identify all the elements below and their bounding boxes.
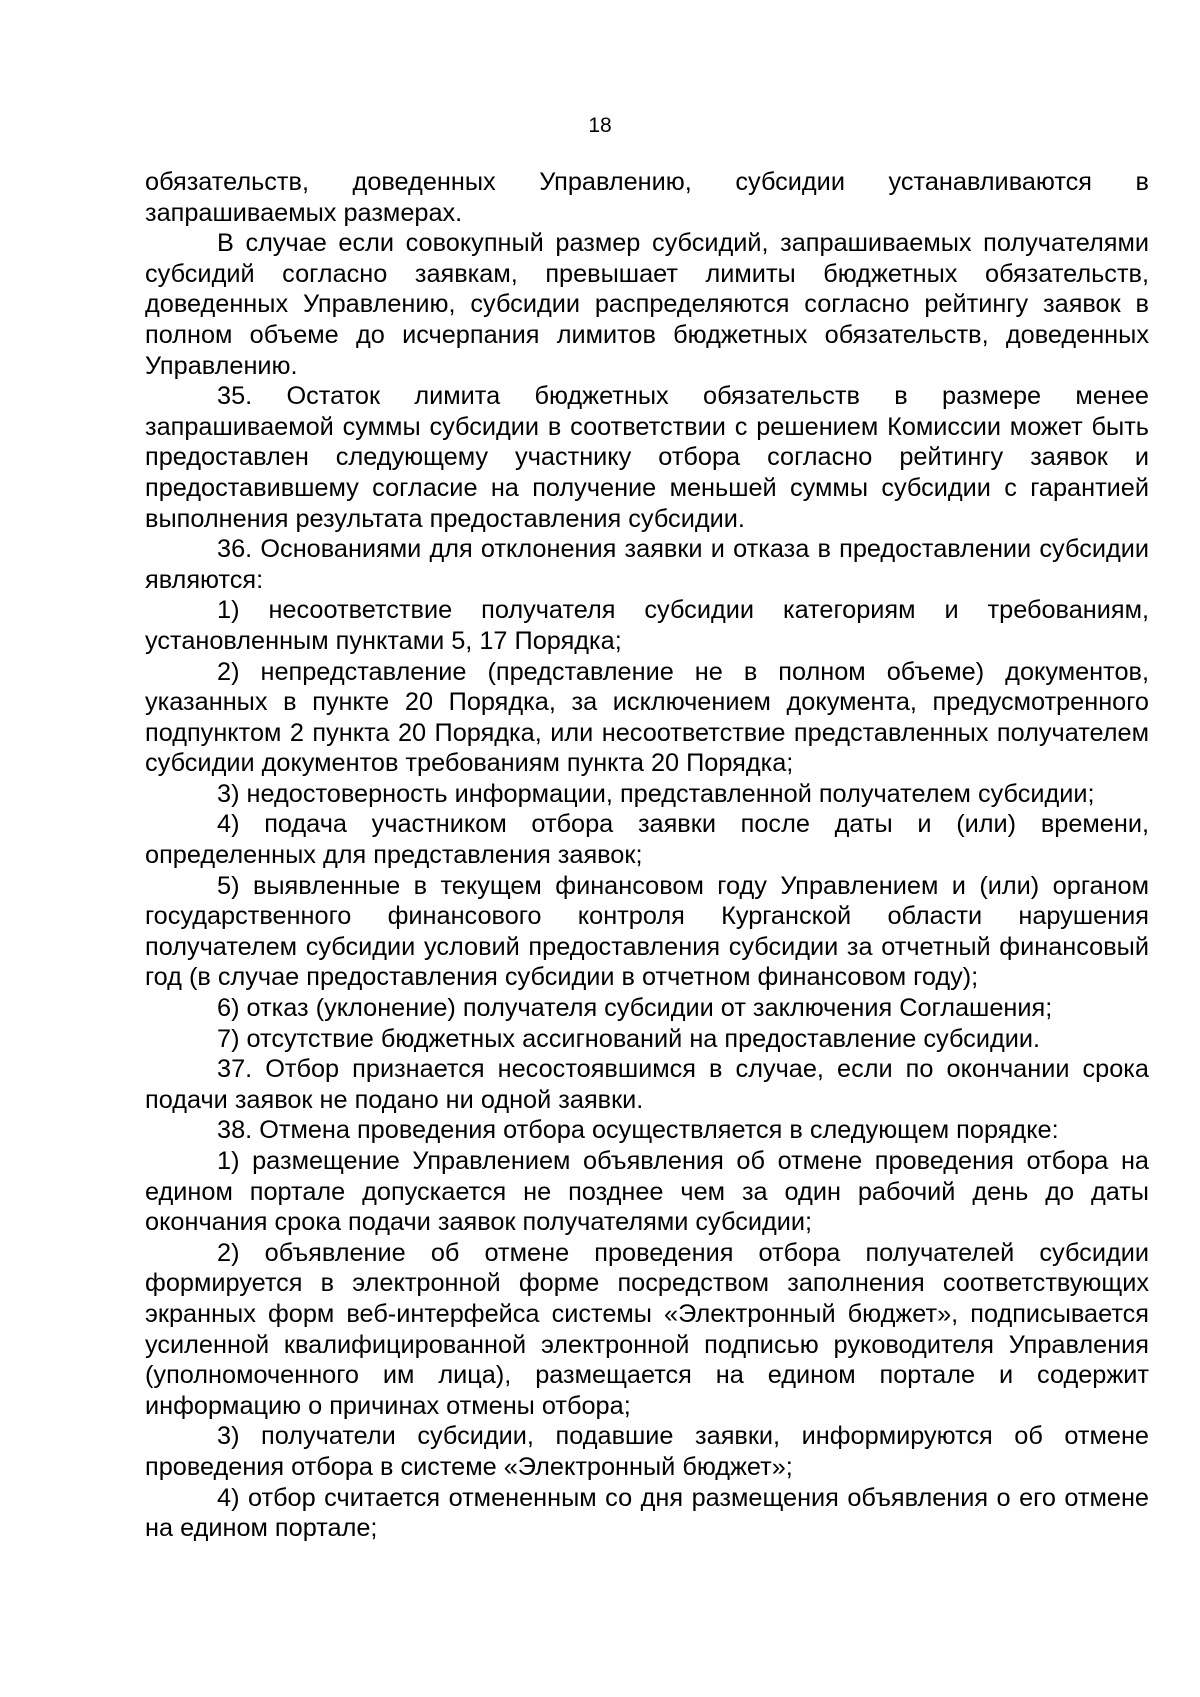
paragraph-item-36-sub-6: 6) отказ (уклонение) получателя субсидии от заключения Соглашения;: [217, 994, 1053, 1023]
page-number: 18: [588, 114, 612, 137]
paragraph-item-36-sub-5: 5) выявленные в текущем финансовом году Управлением и (или) органом государственного финансового контроля Курганской области нарушения получателем субсидии условий предоставления субсидии за отчетный финансовый год (в случае предоставления субсидии в отчетном финансовом году);: [145, 871, 1149, 992]
paragraph-item-36-sub-2: 2) непредставление (представление не в полном объеме) документов, указанных в пункте 20 Порядка, за исключением документа, предусмотренного подпунктом 2 пункта 20 Порядка, или несоответствие представленных получателем субсидии документов требованиям пункта 20 Порядка;: [145, 657, 1149, 778]
paragraph-item-38-sub-2: 2) объявление об отмене проведения отбора получателей субсидии формируется в электронной форме посредством заполнения соответствующих экранных форм веб-интерфейса системы «Электронный бюджет», подписывается усиленной квалифицированной электронной подписью руководителя Управления (уполномоченного им лица), размещается на едином портале и содержит информацию о причинах отмены отбора;: [145, 1238, 1149, 1420]
paragraph-item-36-sub-7: 7) отсутствие бюджетных ассигнований на предоставление субсидии.: [217, 1024, 1041, 1053]
paragraph-item-37: 37. Отбор признается несостоявшимся в случае, если по окончании срока подачи заявок не подано ни одной заявки.: [145, 1055, 1149, 1114]
paragraph-item-36-sub-1: 1) несоответствие получателя субсидии категориям и требованиям, установленным пунктами 5, 17 Порядка;: [145, 596, 1149, 655]
paragraph-item-36-sub-4: 4) подача участником отбора заявки после даты и (или) времени, определенных для представления заявок;: [145, 810, 1149, 870]
paragraph-item-38-sub-1: 1) размещение Управлением объявления об отмене проведения отбора на едином портале допускается не позднее чем за один рабочий день до даты окончания срока подачи заявок получателями субсидии;: [145, 1147, 1149, 1237]
paragraph-continuation: обязательств, доведенных Управлению, субсидии устанавливаются в запрашиваемых размерах.: [145, 168, 1149, 227]
document-body: [145, 167, 1149, 1544]
paragraph-item-38-sub-3: 3) получатели субсидии, подавшие заявки, информируются об отмене проведения отбора в системе «Электронный бюджет»;: [145, 1422, 1149, 1481]
paragraph-limits-exceeded: В случае если совокупный размер субсидий, запрашиваемых получателями субсидий согласно заявкам, превышает лимиты бюджетных обязательств, доведенных Управлению, субсидии распределяются согласно рейтингу заявок в полном объеме до исчерпания лимитов бюджетных обязательств, доведенных Управлению.: [145, 229, 1149, 380]
paragraph-item-38-sub-4: 4) отбор считается отмененным со дня размещения объявления о его отмене на едином портале;: [145, 1483, 1149, 1543]
paragraph-item-36-sub-3: 3) недостоверность информации, представленной получателем субсидии;: [217, 779, 1095, 808]
paragraph-item-36: 36. Основаниями для отклонения заявки и отказа в предоставлении субсидии являются:: [145, 535, 1149, 594]
paragraph-item-35: 35. Остаток лимита бюджетных обязательств в размере менее запрашиваемой суммы субсидии в соответствии с решением Комиссии может быть предоставлен следующему участнику отбора согласно рейтингу заявок и предоставившему согласие на получение меньшей суммы субсидии с гарантией выполнения результата предоставления субсидии.: [145, 382, 1149, 533]
paragraph-item-38: 38. Отмена проведения отбора осуществляется в следующем порядке:: [217, 1116, 1059, 1145]
